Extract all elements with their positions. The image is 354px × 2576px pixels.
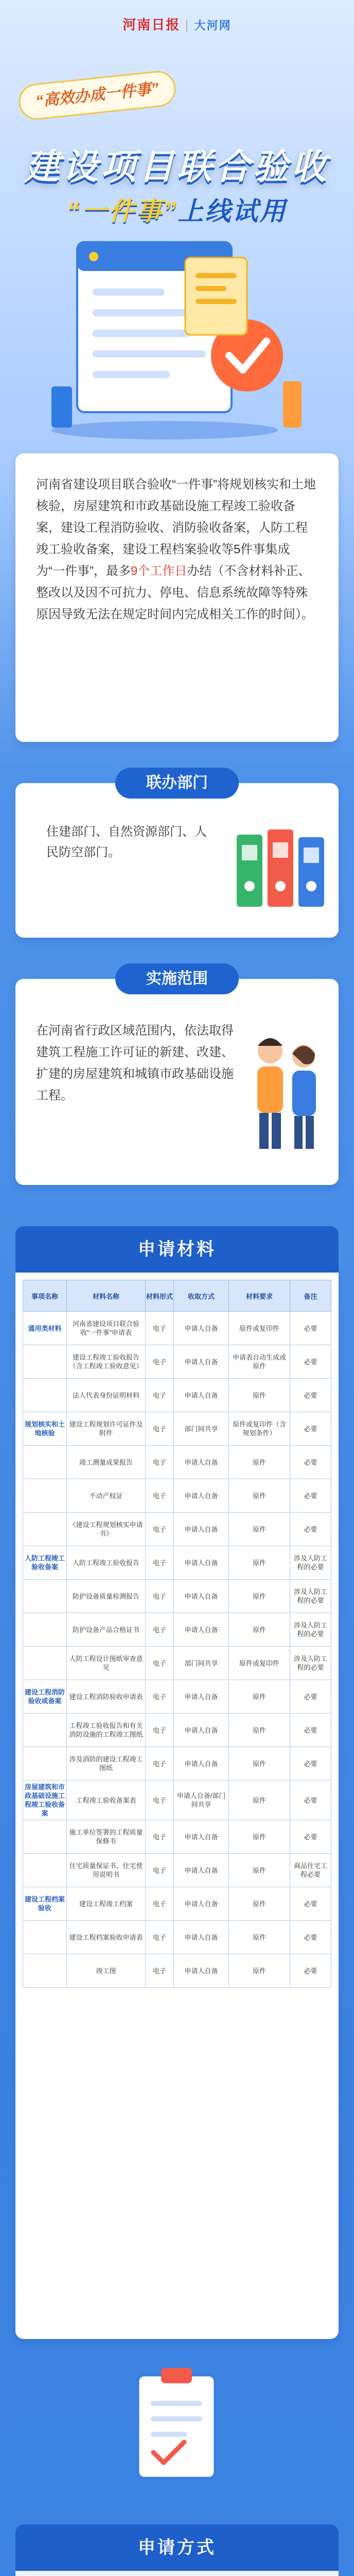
cell-item: [23, 1954, 67, 1988]
materials-table-row: [23, 1781, 331, 1820]
cell-note: 必要: [290, 1954, 331, 1988]
materials-table-row: [23, 1312, 331, 1345]
cell-note: 涉及人防工程的必要: [290, 1546, 331, 1580]
cell-collection-method: 申请人自备: [174, 1714, 229, 1747]
cell-collection-method: 申请人自备/部门间共享: [174, 1781, 229, 1820]
cell-note: 必要: [290, 1781, 331, 1820]
hero-illustration: [46, 232, 309, 443]
cell-material-name: 人防工程竣工验收报告: [67, 1546, 146, 1580]
header-item: 事项名称: [23, 1280, 67, 1312]
cell-item: [23, 1921, 67, 1954]
cell-material-form: 电子: [146, 1820, 174, 1854]
cell-item: [23, 1854, 67, 1887]
cell-item: [23, 1613, 67, 1647]
cell-item: [23, 1580, 67, 1613]
cell-material-requirement: 原件: [229, 1854, 290, 1887]
page-subtitle: [0, 191, 354, 228]
materials-card: [15, 1273, 339, 2339]
cell-material-form: 电子: [146, 1546, 174, 1580]
cell-collection-method: 申请人自备: [174, 1921, 229, 1954]
brand-logo-bar: [0, 14, 354, 33]
logo-separator: |: [185, 18, 189, 32]
cell-material-name: 竣工图: [67, 1954, 146, 1988]
cell-material-requirement: 原件: [229, 1714, 290, 1747]
cell-item: [23, 1345, 67, 1379]
materials-title: 申请材料: [138, 1240, 216, 1259]
cell-material-name: 住宅质量保证书、住宅使用说明书: [67, 1854, 146, 1887]
cell-material-form: 电子: [146, 1747, 174, 1781]
cell-item: [23, 1446, 67, 1479]
materials-table-row: [23, 1446, 331, 1479]
cell-note: 必要: [290, 1479, 331, 1513]
cell-material-name: 《建设工程规划核实申请书》: [67, 1513, 146, 1546]
slogan-badge: “高效办成一件事”: [17, 69, 178, 122]
cell-material-form: 电子: [146, 1580, 174, 1613]
materials-table-row: [23, 1714, 331, 1747]
cell-note: 涉及人防工程的必要: [290, 1647, 331, 1680]
cell-collection-method: 申请人自备: [174, 1345, 229, 1379]
cell-collection-method: 申请人自备: [174, 1446, 229, 1479]
cell-material-form: 电子: [146, 1479, 174, 1513]
materials-table-row: [23, 1647, 331, 1680]
scope-title: 实施范围: [115, 963, 239, 994]
cell-material-requirement: 原件或复印件（含规划条件）: [229, 1412, 290, 1446]
cell-material-name: 防护设备质量检测报告: [67, 1580, 146, 1613]
cell-material-name: 河南省建设项目联合验收“一件事”申请表: [67, 1312, 146, 1345]
cell-material-form: 电子: [146, 1714, 174, 1747]
cell-note: 涉及人防工程的必要: [290, 1580, 331, 1613]
clipboard-illustration: [128, 2365, 225, 2483]
cell-material-requirement: 原件或复印件: [229, 1312, 290, 1345]
materials-table-row: [23, 1412, 331, 1446]
intro-text: [15, 474, 339, 625]
intro-text-part2: 办结（不含材料补正、整改以及因不可抗力、停电、信息系统故障等特殊原因导致无法在规定时间内完成相关工作的时间）。: [36, 564, 314, 621]
cell-material-form: 电子: [146, 1954, 174, 1988]
cell-material-form: 电子: [146, 1781, 174, 1820]
cell-note: 必要: [290, 1446, 331, 1479]
cell-item: [23, 1747, 67, 1781]
materials-table-row: [23, 1379, 331, 1412]
cell-material-requirement: 原件: [229, 1680, 290, 1714]
cell-material-form: 电子: [146, 1513, 174, 1546]
cell-material-requirement: 原件: [229, 1921, 290, 1954]
intro-card: [15, 453, 339, 742]
header-note: 备注: [290, 1280, 331, 1312]
materials-table-row: [23, 1747, 331, 1781]
cell-item: [23, 1714, 67, 1747]
cell-material-requirement: 原件: [229, 1513, 290, 1546]
materials-header: [15, 1226, 339, 1273]
cell-material-requirement: 原件: [229, 1580, 290, 1613]
cell-material-form: 电子: [146, 1379, 174, 1412]
cell-note: 必要: [290, 1680, 331, 1714]
cell-material-requirement: 原件: [229, 1954, 290, 1988]
cell-material-form: 电子: [146, 1854, 174, 1887]
cell-material-name: 人防工程设计图纸审查意见: [67, 1647, 146, 1680]
materials-table-header-row: [23, 1280, 331, 1312]
cell-note: 必要: [290, 1714, 331, 1747]
subtitle-highlight: “一件事”: [67, 197, 178, 226]
cell-material-form: 电子: [146, 1412, 174, 1446]
materials-table-row: [23, 1613, 331, 1647]
cell-material-requirement: 原件: [229, 1546, 290, 1580]
cell-collection-method: 申请人自备: [174, 1680, 229, 1714]
materials-table-row: [23, 1580, 331, 1613]
cell-note: 必要: [290, 1412, 331, 1446]
cell-material-form: 电子: [146, 1887, 174, 1921]
cell-collection-method: 申请人自备: [174, 1479, 229, 1513]
cell-material-name: 建设工程档案验收申请表: [67, 1921, 146, 1954]
departments-title: 联办部门: [115, 768, 239, 799]
cell-material-requirement: 原件: [229, 1747, 290, 1781]
intro-days-highlight: 9个工作日: [130, 564, 187, 578]
cell-item: [23, 1513, 67, 1546]
cell-material-form: 电子: [146, 1345, 174, 1379]
cell-material-form: 电子: [146, 1613, 174, 1647]
departments-card: [15, 783, 339, 938]
cell-collection-method: 申请人自备: [174, 1312, 229, 1345]
cell-note: 必要: [290, 1345, 331, 1379]
cell-material-name: 竣工测量成果报告: [67, 1446, 146, 1479]
cell-material-form: 电子: [146, 1312, 174, 1345]
cell-collection-method: 申请人自备: [174, 1954, 229, 1988]
cell-note: 必要: [290, 1312, 331, 1345]
cell-material-name: 建设工程消防验收申请表: [67, 1680, 146, 1714]
cell-item: [23, 1479, 67, 1513]
cell-item: [23, 1379, 67, 1412]
intro-text-part1: 河南省建设项目联合验收“一件事”将规划核实和土地核验，房屋建筑和市政基础设施工程竣工验收备案，建设工程消防验收、消防验收备案，人防工程竣工验收备案，建设工程档案验收等5件事集成为“一件事”，最多: [36, 478, 316, 578]
cell-collection-method: 申请人自备: [174, 1854, 229, 1887]
materials-table-row: [23, 1546, 331, 1580]
cell-collection-method: 申请人自备: [174, 1546, 229, 1580]
ways-header: [15, 2524, 339, 2571]
cell-collection-method: 申请人自备: [174, 1747, 229, 1781]
ways-title: 申请方式: [138, 2538, 216, 2557]
subtitle-rest: 上线试用: [178, 197, 287, 226]
cell-material-requirement: 原件: [229, 1613, 290, 1647]
cell-item: 规划核实和土地核验: [23, 1412, 67, 1446]
cell-material-requirement: 申请表自动生成或原件: [229, 1345, 290, 1379]
brand-logo: 河南日报: [122, 18, 181, 32]
cell-note: 必要: [290, 1513, 331, 1546]
cell-material-name: 不动产权证: [67, 1479, 146, 1513]
cell-material-requirement: 原件: [229, 1479, 290, 1513]
cell-material-name: 工程竣工验收备案表: [67, 1781, 146, 1820]
cell-item: 人防工程竣工验收备案: [23, 1546, 67, 1580]
cell-material-form: 电子: [146, 1921, 174, 1954]
cell-note: 涉及人防工程的必要: [290, 1613, 331, 1647]
materials-table-row: [23, 1479, 331, 1513]
materials-table-row: [23, 1680, 331, 1714]
cell-item: 建设工程档案验收: [23, 1887, 67, 1921]
departments-text: 住建部门、自然资源部门、人民防空部门。: [46, 825, 207, 859]
materials-table-row: [23, 1921, 331, 1954]
cell-collection-method: 部门间共享: [174, 1647, 229, 1680]
cell-material-name: 涉及消防的建设工程竣工图纸: [67, 1747, 146, 1781]
cell-material-requirement: 原件: [229, 1820, 290, 1854]
cell-material-name: 施工单位签署的工程质量保修书: [67, 1820, 146, 1854]
cell-material-name: 建设工程竣工档案: [67, 1887, 146, 1921]
cell-material-form: 电子: [146, 1647, 174, 1680]
partner-logo: 大河网: [194, 19, 232, 32]
scope-text: 在河南省行政区域范围内，依法取得建筑工程施工许可证的新建、改建、扩建的房屋建筑和城镇市政基础设施工程。: [36, 1024, 234, 1103]
header-requirement: 材料要求: [229, 1280, 290, 1312]
cell-collection-method: 部门间共享: [174, 1412, 229, 1446]
cell-material-requirement: 原件: [229, 1379, 290, 1412]
cell-note: 必要: [290, 1820, 331, 1854]
materials-table-row: [23, 1820, 331, 1854]
cell-material-requirement: 原件: [229, 1781, 290, 1820]
materials-table-row: [23, 1887, 331, 1921]
page-title: 建设项目联合验收: [24, 147, 329, 187]
cell-material-name: 建设工程竣工验收报告（含工程竣工验收意见）: [67, 1345, 146, 1379]
cell-collection-method: 申请人自备: [174, 1379, 229, 1412]
cell-material-name: 建设工程规划许可证件及附件: [67, 1412, 146, 1446]
cell-note: 必要: [290, 1747, 331, 1781]
cell-note: 必要: [290, 1379, 331, 1412]
cell-collection-method: 申请人自备: [174, 1513, 229, 1546]
cell-material-name: 法人代表身份证明材料: [67, 1379, 146, 1412]
binders-illustration: [232, 824, 329, 912]
materials-table-row: [23, 1513, 331, 1546]
cell-material-form: 电子: [146, 1446, 174, 1479]
cell-note: 必要: [290, 1887, 331, 1921]
cell-item: 房屋建筑和市政基础设施工程竣工验收备案: [23, 1781, 67, 1820]
materials-table-row: [23, 1345, 331, 1379]
cell-material-requirement: 原件: [229, 1446, 290, 1479]
header-material: 材料名称: [67, 1280, 146, 1312]
cell-item: 通用类材料: [23, 1312, 67, 1345]
cell-item: [23, 1647, 67, 1680]
materials-table-row: [23, 1954, 331, 1988]
cell-material-requirement: 原件或复印件: [229, 1647, 290, 1680]
cell-collection-method: 申请人自备: [174, 1820, 229, 1854]
cell-collection-method: 申请人自备: [174, 1613, 229, 1647]
cell-note: 必要: [290, 1921, 331, 1954]
cell-note: 商品住宅工程必要: [290, 1854, 331, 1887]
ways-card: [15, 2571, 339, 2576]
materials-table-row: [23, 1854, 331, 1887]
people-illustration: [242, 1025, 329, 1159]
cell-item: 建设工程消防验收或备案: [23, 1680, 67, 1714]
scope-card: [15, 979, 339, 1185]
cell-material-form: 电子: [146, 1680, 174, 1714]
header-source: 收取方式: [174, 1280, 229, 1312]
cell-material-name: 工程竣工验收报告和有关消防设施的工程竣工图纸: [67, 1714, 146, 1747]
cell-collection-method: 申请人自备: [174, 1580, 229, 1613]
materials-table: [23, 1280, 331, 1988]
cell-material-requirement: 原件: [229, 1887, 290, 1921]
materials-table-body: [23, 1312, 331, 1988]
cell-collection-method: 申请人自备: [174, 1887, 229, 1921]
cell-material-name: 防护设备产品合格证书: [67, 1613, 146, 1647]
cell-item: [23, 1820, 67, 1854]
header-form: 材料形式: [146, 1280, 174, 1312]
